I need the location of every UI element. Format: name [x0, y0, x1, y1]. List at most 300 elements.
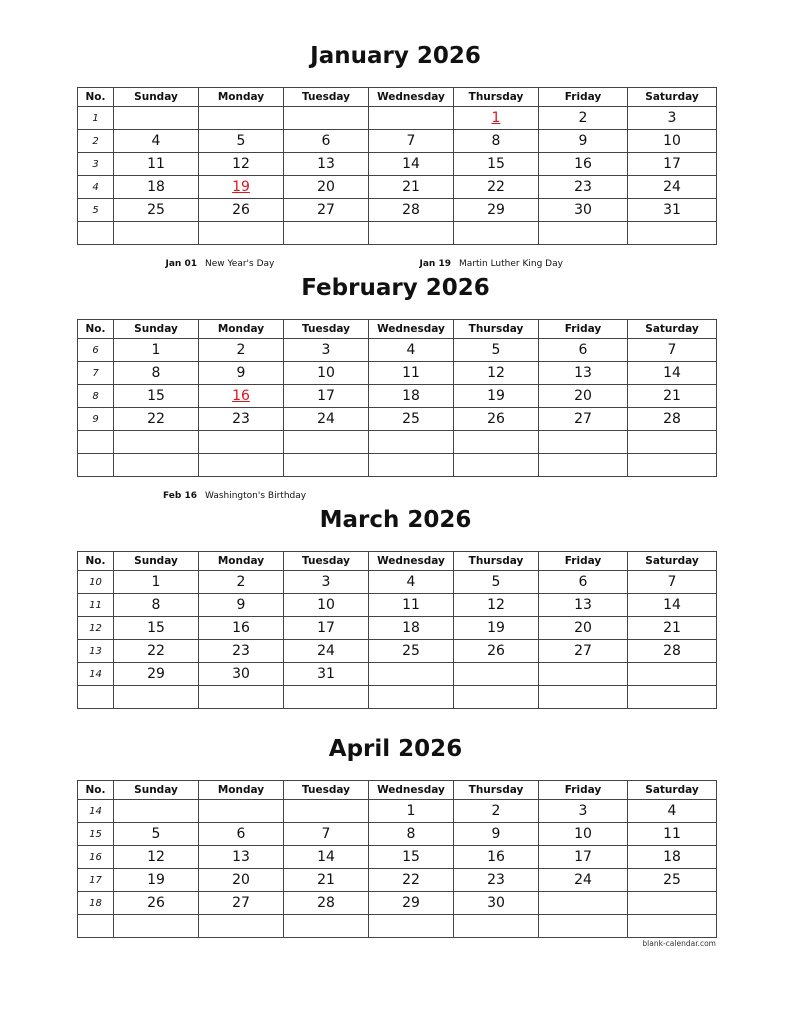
day-number: 18 — [402, 388, 420, 404]
day-number: 27 — [574, 643, 592, 659]
day-number: 18 — [663, 849, 681, 865]
week-row — [78, 869, 717, 892]
day-cell — [369, 663, 454, 686]
day-cell — [628, 176, 717, 199]
week-number: 8 — [78, 385, 114, 408]
day-cell — [114, 454, 199, 477]
day-number: 12 — [147, 849, 165, 865]
day-number: 23 — [574, 179, 592, 195]
day-number: 17 — [317, 388, 335, 404]
day-number: 8 — [491, 133, 501, 149]
day-number: 16 — [574, 156, 592, 172]
day-cell — [284, 594, 369, 617]
day-cell — [628, 431, 717, 454]
week-number: 2 — [78, 130, 114, 153]
day-cell — [199, 130, 284, 153]
week-number: 6 — [78, 339, 114, 362]
week-row — [78, 663, 717, 686]
day-number: 29 — [402, 895, 420, 911]
day-cell — [539, 454, 628, 477]
week-number: 9 — [78, 408, 114, 431]
day-number: 31 — [663, 202, 681, 218]
day-cell — [539, 869, 628, 892]
day-number: 3 — [321, 574, 331, 590]
week-number: 12 — [78, 617, 114, 640]
day-number: 1 — [151, 574, 161, 590]
day-cell — [199, 846, 284, 869]
day-cell — [284, 454, 369, 477]
day-number: 26 — [487, 643, 505, 659]
day-cell — [284, 846, 369, 869]
day-cell — [539, 892, 628, 915]
day-number: 28 — [402, 202, 420, 218]
day-cell — [539, 571, 628, 594]
week-number-header: No. — [78, 552, 114, 571]
day-cell — [199, 176, 284, 199]
week-row — [78, 454, 717, 477]
day-cell — [369, 107, 454, 130]
day-number: 15 — [147, 388, 165, 404]
day-cell — [199, 571, 284, 594]
day-cell — [114, 153, 199, 176]
holiday-name: Martin Luther King Day — [459, 259, 563, 269]
day-number: 9 — [578, 133, 588, 149]
day-number: 13 — [574, 597, 592, 613]
week-row — [78, 594, 717, 617]
day-cell — [369, 408, 454, 431]
day-cell — [369, 362, 454, 385]
day-cell — [628, 339, 717, 362]
holiday-day-number: 1 — [491, 110, 501, 126]
weekday-header: Wednesday — [369, 88, 454, 107]
day-number: 11 — [402, 365, 420, 381]
day-cell — [284, 431, 369, 454]
day-cell — [454, 153, 539, 176]
weekday-header: Sunday — [114, 781, 199, 800]
day-number: 26 — [232, 202, 250, 218]
day-cell — [199, 222, 284, 245]
day-cell — [628, 663, 717, 686]
day-cell — [284, 107, 369, 130]
day-number: 2 — [236, 342, 246, 358]
day-cell — [628, 222, 717, 245]
weekday-header: Sunday — [114, 88, 199, 107]
weekday-header: Saturday — [628, 781, 717, 800]
day-cell — [284, 385, 369, 408]
day-cell — [454, 454, 539, 477]
day-cell — [628, 915, 717, 938]
day-cell — [114, 222, 199, 245]
day-number: 30 — [487, 895, 505, 911]
week-number — [78, 454, 114, 477]
day-number: 4 — [667, 803, 677, 819]
holiday-name: Washington's Birthday — [205, 491, 307, 501]
day-number: 15 — [147, 620, 165, 636]
day-cell — [369, 339, 454, 362]
day-cell — [199, 385, 284, 408]
day-cell — [454, 222, 539, 245]
day-number: 24 — [663, 179, 681, 195]
week-number: 15 — [78, 823, 114, 846]
day-cell — [114, 199, 199, 222]
day-number: 11 — [147, 156, 165, 172]
day-cell — [199, 431, 284, 454]
weekday-header: Sunday — [114, 552, 199, 571]
day-cell — [114, 362, 199, 385]
weekday-header: Wednesday — [369, 552, 454, 571]
day-cell — [284, 800, 369, 823]
day-number: 13 — [574, 365, 592, 381]
week-number-header: No. — [78, 88, 114, 107]
day-cell — [628, 571, 717, 594]
week-number — [78, 222, 114, 245]
weekday-header: Friday — [539, 552, 628, 571]
day-cell — [369, 617, 454, 640]
day-number: 7 — [406, 133, 416, 149]
week-row — [78, 571, 717, 594]
weekday-header: Friday — [539, 320, 628, 339]
day-cell — [628, 362, 717, 385]
day-cell — [539, 663, 628, 686]
day-number: 28 — [663, 411, 681, 427]
weekday-header: Monday — [199, 320, 284, 339]
day-cell — [284, 571, 369, 594]
day-cell — [628, 594, 717, 617]
day-number: 10 — [317, 597, 335, 613]
day-cell — [539, 362, 628, 385]
day-cell — [199, 408, 284, 431]
day-cell — [199, 594, 284, 617]
calendar-table — [77, 551, 717, 709]
day-number: 27 — [317, 202, 335, 218]
day-cell — [114, 107, 199, 130]
week-number: 18 — [78, 892, 114, 915]
day-cell — [539, 686, 628, 709]
day-cell — [114, 663, 199, 686]
week-row — [78, 800, 717, 823]
day-cell — [114, 846, 199, 869]
day-cell — [628, 892, 717, 915]
day-cell — [454, 431, 539, 454]
week-row — [78, 385, 717, 408]
day-cell — [454, 892, 539, 915]
day-number: 18 — [147, 179, 165, 195]
calendar-table — [77, 319, 717, 477]
holiday-note — [405, 259, 563, 269]
week-row — [78, 408, 717, 431]
day-number: 25 — [663, 872, 681, 888]
weekday-header: Monday — [199, 781, 284, 800]
holiday-note — [150, 491, 306, 501]
day-cell — [199, 153, 284, 176]
day-cell — [369, 222, 454, 245]
day-number: 23 — [487, 872, 505, 888]
day-cell — [284, 222, 369, 245]
holiday-notes — [0, 259, 791, 273]
day-number: 16 — [232, 620, 250, 636]
day-cell — [114, 431, 199, 454]
day-number: 1 — [406, 803, 416, 819]
week-row — [78, 176, 717, 199]
week-row — [78, 915, 717, 938]
day-number: 18 — [402, 620, 420, 636]
day-cell — [284, 640, 369, 663]
week-number — [78, 915, 114, 938]
weekday-header: Friday — [539, 781, 628, 800]
holiday-name: New Year's Day — [205, 259, 275, 269]
day-cell — [628, 130, 717, 153]
day-cell — [284, 176, 369, 199]
day-number: 5 — [491, 342, 501, 358]
week-row — [78, 153, 717, 176]
day-cell — [114, 823, 199, 846]
day-number: 10 — [663, 133, 681, 149]
day-number: 8 — [406, 826, 416, 842]
day-cell — [284, 153, 369, 176]
day-cell — [539, 385, 628, 408]
week-row — [78, 686, 717, 709]
day-cell — [628, 640, 717, 663]
weekday-header: Monday — [199, 88, 284, 107]
day-cell — [539, 823, 628, 846]
day-cell — [369, 199, 454, 222]
day-cell — [628, 800, 717, 823]
day-cell — [454, 617, 539, 640]
week-row — [78, 362, 717, 385]
day-cell — [369, 869, 454, 892]
day-number: 9 — [236, 365, 246, 381]
weekday-header: Wednesday — [369, 781, 454, 800]
footer-credit: blank-calendar.com — [642, 939, 716, 948]
day-cell — [369, 892, 454, 915]
day-number: 23 — [232, 643, 250, 659]
week-row — [78, 431, 717, 454]
day-number: 3 — [321, 342, 331, 358]
month-title: March 2026 — [319, 507, 472, 533]
day-cell — [539, 617, 628, 640]
day-cell — [284, 823, 369, 846]
day-cell — [199, 800, 284, 823]
day-cell — [539, 339, 628, 362]
day-cell — [369, 153, 454, 176]
day-number: 7 — [667, 342, 677, 358]
day-number: 8 — [151, 365, 161, 381]
day-cell — [454, 800, 539, 823]
week-row — [78, 846, 717, 869]
day-cell — [369, 823, 454, 846]
day-cell — [199, 686, 284, 709]
day-cell — [454, 846, 539, 869]
holiday-date: Feb 16 — [163, 491, 197, 501]
day-cell — [199, 640, 284, 663]
day-cell — [284, 617, 369, 640]
day-number: 14 — [317, 849, 335, 865]
day-cell — [369, 130, 454, 153]
day-cell — [114, 339, 199, 362]
day-cell — [539, 640, 628, 663]
day-number: 1 — [151, 342, 161, 358]
day-cell — [454, 130, 539, 153]
day-number: 2 — [578, 110, 588, 126]
day-number: 22 — [147, 411, 165, 427]
day-number: 17 — [663, 156, 681, 172]
day-cell — [454, 869, 539, 892]
day-number: 3 — [578, 803, 588, 819]
week-number: 3 — [78, 153, 114, 176]
day-cell — [199, 454, 284, 477]
week-row — [78, 617, 717, 640]
day-cell — [369, 571, 454, 594]
day-number: 31 — [317, 666, 335, 682]
day-number: 19 — [147, 872, 165, 888]
week-row — [78, 640, 717, 663]
day-cell — [369, 176, 454, 199]
week-number: 11 — [78, 594, 114, 617]
day-cell — [114, 408, 199, 431]
weekday-header: Sunday — [114, 320, 199, 339]
header-row — [78, 781, 717, 800]
day-cell — [369, 454, 454, 477]
week-number-header: No. — [78, 320, 114, 339]
header-row — [78, 88, 717, 107]
day-number: 6 — [578, 574, 588, 590]
weekday-header: Monday — [199, 552, 284, 571]
weekday-header: Thursday — [454, 88, 539, 107]
day-cell — [199, 823, 284, 846]
week-number: 16 — [78, 846, 114, 869]
week-number: 1 — [78, 107, 114, 130]
day-cell — [628, 454, 717, 477]
day-cell — [539, 153, 628, 176]
day-number: 7 — [321, 826, 331, 842]
day-cell — [369, 640, 454, 663]
day-number: 12 — [232, 156, 250, 172]
day-cell — [539, 107, 628, 130]
day-cell — [284, 362, 369, 385]
day-cell — [114, 594, 199, 617]
day-number: 10 — [317, 365, 335, 381]
day-cell — [369, 800, 454, 823]
day-number: 4 — [406, 342, 416, 358]
day-number: 5 — [236, 133, 246, 149]
day-number: 14 — [663, 365, 681, 381]
day-cell — [454, 915, 539, 938]
calendar-table — [77, 780, 717, 938]
day-number: 24 — [317, 411, 335, 427]
day-cell — [539, 176, 628, 199]
day-cell — [114, 892, 199, 915]
week-row — [78, 130, 717, 153]
header-row — [78, 320, 717, 339]
day-cell — [454, 686, 539, 709]
day-cell — [628, 385, 717, 408]
day-cell — [284, 408, 369, 431]
day-number: 14 — [663, 597, 681, 613]
day-cell — [454, 385, 539, 408]
day-number: 23 — [232, 411, 250, 427]
weekday-header: Thursday — [454, 320, 539, 339]
week-number: 13 — [78, 640, 114, 663]
day-cell — [199, 869, 284, 892]
week-number: 10 — [78, 571, 114, 594]
day-cell — [628, 617, 717, 640]
day-number: 19 — [487, 620, 505, 636]
weekday-header: Saturday — [628, 320, 717, 339]
holiday-notes — [0, 491, 791, 505]
day-number: 25 — [402, 643, 420, 659]
week-row — [78, 222, 717, 245]
week-row — [78, 199, 717, 222]
day-cell — [454, 107, 539, 130]
day-number: 9 — [491, 826, 501, 842]
day-number: 6 — [578, 342, 588, 358]
day-cell — [454, 594, 539, 617]
day-number: 26 — [147, 895, 165, 911]
day-cell — [628, 153, 717, 176]
day-number: 27 — [574, 411, 592, 427]
weekday-header: Tuesday — [284, 781, 369, 800]
day-number: 22 — [147, 643, 165, 659]
day-cell — [114, 915, 199, 938]
day-number: 12 — [487, 365, 505, 381]
day-cell — [454, 571, 539, 594]
weekday-header: Friday — [539, 88, 628, 107]
day-cell — [284, 663, 369, 686]
day-cell — [454, 408, 539, 431]
day-cell — [369, 594, 454, 617]
day-cell — [114, 617, 199, 640]
holiday-day-number: 16 — [232, 388, 250, 404]
header-row — [78, 552, 717, 571]
day-cell — [539, 594, 628, 617]
day-cell — [539, 408, 628, 431]
day-number: 22 — [487, 179, 505, 195]
weekday-header: Tuesday — [284, 552, 369, 571]
day-cell — [199, 339, 284, 362]
day-cell — [628, 823, 717, 846]
day-number: 28 — [663, 643, 681, 659]
day-cell — [284, 339, 369, 362]
day-cell — [114, 571, 199, 594]
day-number: 20 — [232, 872, 250, 888]
weekday-header: Thursday — [454, 781, 539, 800]
day-cell — [199, 915, 284, 938]
day-number: 16 — [487, 849, 505, 865]
weekday-header: Tuesday — [284, 320, 369, 339]
day-number: 10 — [574, 826, 592, 842]
day-number: 26 — [487, 411, 505, 427]
day-cell — [199, 892, 284, 915]
day-cell — [369, 686, 454, 709]
week-number: 4 — [78, 176, 114, 199]
day-cell — [284, 686, 369, 709]
day-number: 30 — [232, 666, 250, 682]
day-number: 6 — [236, 826, 246, 842]
day-cell — [199, 617, 284, 640]
week-number: 17 — [78, 869, 114, 892]
day-number: 21 — [317, 872, 335, 888]
day-cell — [539, 130, 628, 153]
day-cell — [454, 663, 539, 686]
day-number: 22 — [402, 872, 420, 888]
day-cell — [284, 130, 369, 153]
day-number: 21 — [663, 388, 681, 404]
day-number: 25 — [402, 411, 420, 427]
week-row — [78, 823, 717, 846]
day-cell — [539, 199, 628, 222]
day-number: 5 — [491, 574, 501, 590]
day-number: 28 — [317, 895, 335, 911]
